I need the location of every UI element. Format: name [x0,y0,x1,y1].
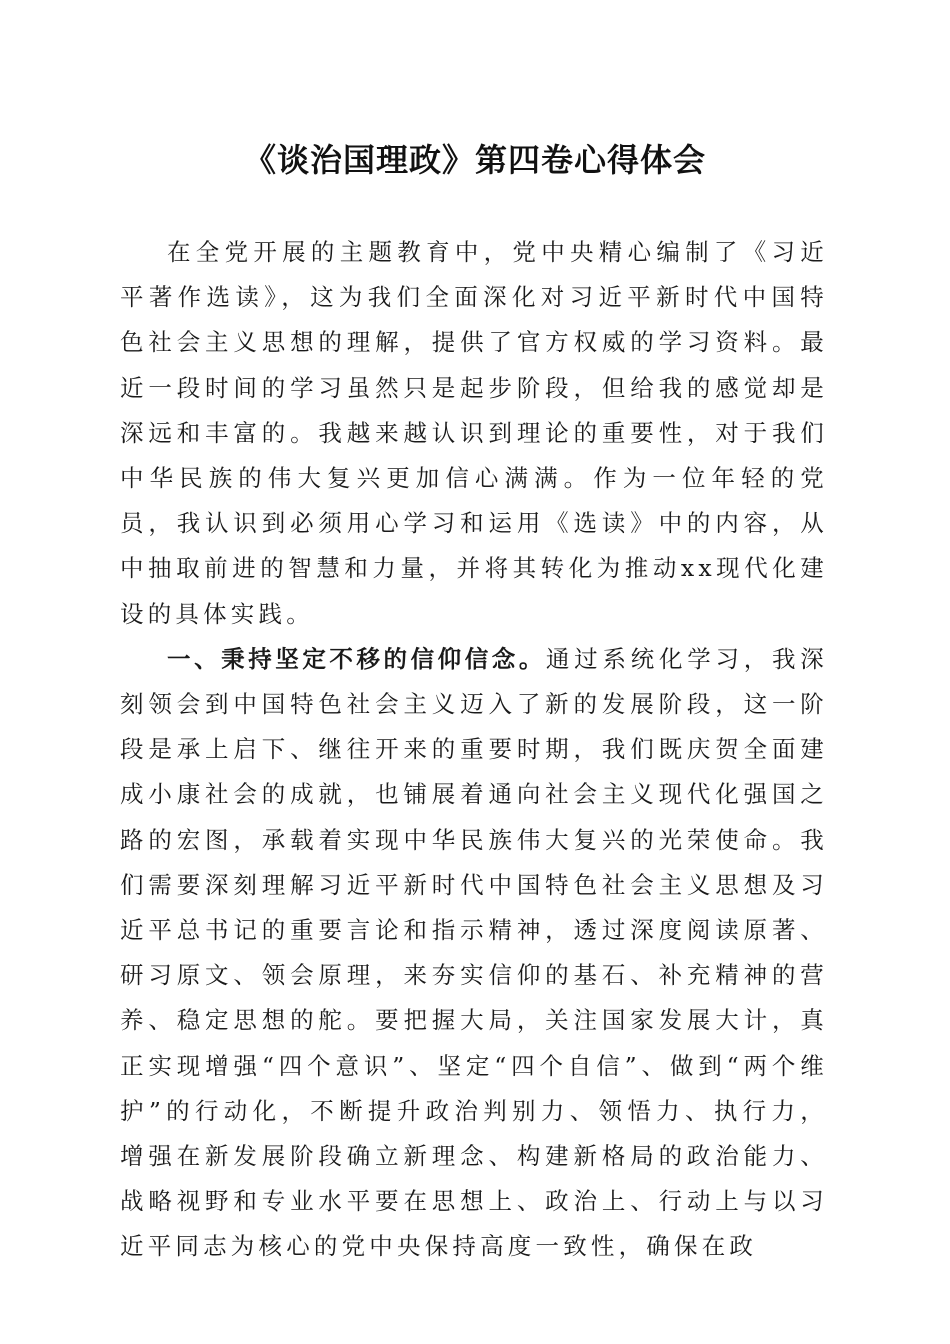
intro-paragraph [120,230,828,637]
document-body [120,230,828,1270]
intro-paragraph-text: 在全党开展的主题教育中，党中央精心编制了《习近平著作选读》，这为我们全面深化对习近平新时代中国特色社会主义思想的理解，提供了官方权威的学习资料。最近一段时间的学习虽然只是起步阶段，但给我的感觉却是深远和丰富的。我越来越认识到理论的重要性，对于我们中华民族的伟大复兴更加信心满满。作为一位年轻的党员，我认识到必须用心学习和运用《选读》中的内容，从中抽取前进的智慧和力量，并将其转化为推动xx现代化建设的具体实践。 [120,238,828,628]
document-title: 《谈治国理政》第四卷心得体会 [243,141,706,179]
section-one-text: 通过系统化学习，我深刻领会到中国特色社会主义迈入了新的发展阶段，这一阶段是承上启下、继往开来的重要时期，我们既庆贺全面建成小康社会的成就，也铺展着通向社会主义现代化强国之路的宏图，承载着实现中华民族伟大复兴的光荣使命。我们需要深刻理解习近平新时代中国特色社会主义思想及习近平总书记的重要言论和指示精神，透过深度阅读原著、研习原文、领会原理，来夯实信仰的基石、补充精神的营养、稳定思想的舵。要把握大局，关注国家发展大计，真正实现增强“四个意识”、坚定“四个自信”、做到“两个维护”的行动化，不断提升政治判别力、领悟力、执行力，增强在新发展阶段确立新理念、构建新格局的政治能力、战略视野和专业水平要在思想上、政治上、行动上与以习近平同志为核心的党中央保持高度一致性，确保在政 [120,644,829,1261]
section-one-heading: 一、秉持坚定不移的信仰信念。 [167,644,546,673]
section-one-paragraph [120,637,828,1270]
